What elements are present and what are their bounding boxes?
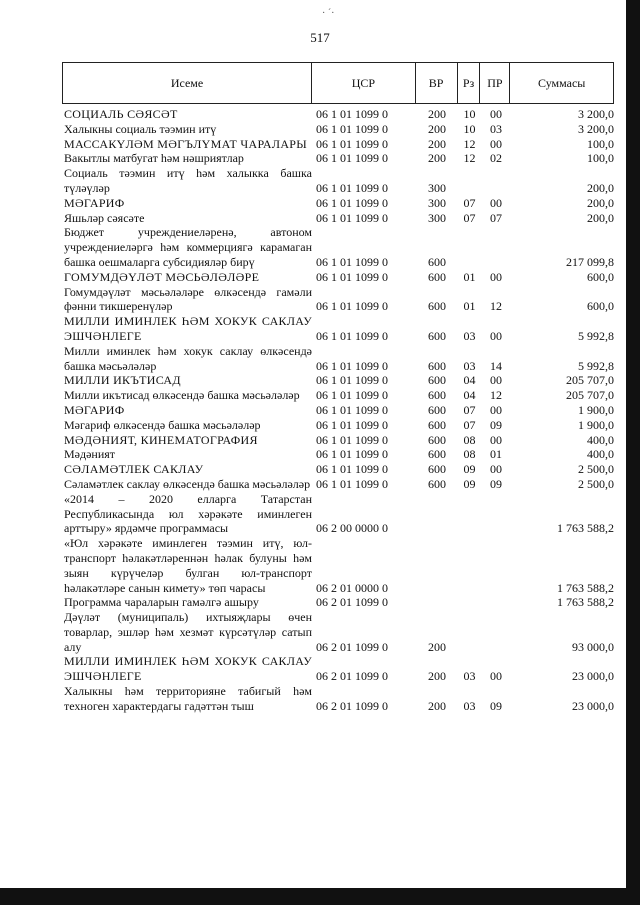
cell-sum: 1 763 588,2 (557, 595, 614, 610)
cell-vr: 600 (428, 402, 446, 417)
table-row (62, 373, 614, 388)
cell-vr: 200 (428, 136, 446, 151)
cell-sum: 200,0 (587, 180, 614, 195)
cell-name: Программа чараларын гамәлгә ашыру (64, 595, 259, 610)
cell-pr: 09 (490, 698, 502, 713)
table-row (62, 403, 614, 418)
cell-pr: 03 (490, 121, 502, 136)
cell-csr: 06 1 01 1099 0 (316, 373, 388, 388)
cell-csr: 06 1 01 1099 0 (316, 180, 388, 195)
cell-csr: 06 1 01 1099 0 (316, 136, 388, 151)
table-row (62, 225, 614, 269)
cell-csr: 06 1 01 1099 0 (316, 107, 388, 121)
cell-sum: 1 763 588,2 (557, 580, 614, 595)
header-sum: Суммасы (538, 75, 586, 90)
cell-vr: 600 (428, 328, 446, 343)
table-header (62, 62, 614, 104)
table-row (62, 447, 614, 462)
cell-sum: 2 500,0 (578, 462, 614, 477)
cell-pr: 00 (490, 195, 502, 210)
cell-vr: 300 (428, 210, 446, 225)
table-row (62, 388, 614, 403)
cell-sum: 200,0 (587, 210, 614, 225)
page-number: 517 (310, 30, 330, 45)
cell-sum: 600,0 (587, 299, 614, 314)
cell-vr: 600 (428, 299, 446, 314)
cell-csr: 06 1 01 1099 0 (316, 432, 388, 447)
cell-sum: 205 707,0 (566, 373, 614, 388)
cell-sum: 5 992,8 (578, 358, 614, 373)
cell-pr: 00 (490, 402, 502, 417)
cell-sum: 1 763 588,2 (557, 521, 614, 536)
cell-rz: 09 (463, 462, 476, 477)
cell-pr: 00 (490, 107, 502, 121)
cell-name: Дәүләт (муниципаль) ихтыяҗлары өчен товарлар, эшләр һәм хезмәт күрсәтүләр сатып алу (64, 610, 312, 654)
cell-name: Гомумдәүләт мәсьәләләре өлкәсендә гамәли фәнни тикшеренүләр (64, 284, 312, 314)
cell-vr: 600 (428, 462, 446, 477)
cell-pr: 00 (490, 669, 502, 684)
cell-csr: 06 2 01 1099 0 (316, 639, 388, 654)
cell-vr: 300 (428, 195, 446, 210)
cell-name: Социаль тәэмин итү һәм халыкка башка түләүләр (64, 166, 312, 195)
cell-sum: 23 000,0 (572, 698, 614, 713)
table-row (62, 433, 614, 448)
table-row (62, 122, 614, 137)
cell-sum: 1 900,0 (578, 417, 614, 432)
cell-rz: 03 (463, 698, 476, 713)
cell-csr: 06 1 01 1099 0 (316, 210, 388, 225)
cell-csr: 06 1 01 1099 0 (316, 195, 388, 210)
cell-sum: 23 000,0 (572, 669, 614, 684)
cell-csr: 06 1 01 1099 0 (316, 121, 388, 136)
cell-name: Вакытлы матбугат һәм нәшриятлар (64, 151, 244, 166)
cell-pr: 07 (490, 210, 502, 225)
cell-name: Милли иминлек һәм хокук саклау өлкәсендә башка мәсьәләләр (64, 343, 312, 373)
cell-csr: 06 1 01 1099 0 (316, 476, 388, 491)
cell-name: Мәгариф өлкәсендә башка мәсьәләләр (64, 417, 261, 432)
cell-rz: 09 (463, 476, 476, 491)
cell-csr: 06 2 01 0000 0 (316, 580, 388, 595)
cell-csr: 06 1 01 1099 0 (316, 417, 388, 432)
cell-name: «Юл хәрәкәте иминлеген тәэмин итү, юл-транспорт һәлакәтләреннән һәлак булуны һәм зыян күрүчеләр булган юл-транспорт һәлакәтләре санын кимету» төп чарасы (64, 536, 312, 595)
cell-csr: 06 1 01 1099 0 (316, 402, 388, 417)
cell-vr: 600 (428, 476, 446, 491)
cell-csr: 06 2 00 0000 0 (316, 521, 388, 536)
scan-border-bottom (0, 888, 640, 905)
cell-rz: 01 (463, 269, 476, 284)
cell-vr: 600 (428, 269, 446, 284)
table-body (62, 107, 614, 714)
cell-rz: 10 (463, 121, 476, 136)
cell-sum: 217 099,8 (566, 254, 614, 269)
cell-vr: 200 (428, 121, 446, 136)
header-csr: ЦСР (312, 63, 416, 103)
cell-sum: 1 900,0 (578, 402, 614, 417)
cell-pr: 00 (490, 373, 502, 388)
table-row (62, 654, 614, 684)
table-row (62, 314, 614, 344)
scan-artifact: · ˊ· (322, 8, 335, 19)
table-row (62, 344, 614, 374)
cell-name: МИЛЛИ ИМИНЛЕК ҺӘМ ХОКУК САКЛАУ ЭШЧӘНЛЕГЕ (64, 654, 312, 684)
cell-pr: 12 (490, 388, 502, 403)
header-name: Исеме (63, 63, 312, 103)
cell-sum: 100,0 (587, 136, 614, 151)
cell-pr: 00 (490, 462, 502, 477)
cell-name: «2014 – 2020 елларга Татарстан Республикасында юл хәрәкәте иминлеген арттыру» ярдәмче программасы (64, 491, 312, 536)
cell-rz: 04 (463, 373, 476, 388)
cell-sum: 400,0 (587, 432, 614, 447)
cell-sum: 200,0 (587, 195, 614, 210)
cell-sum: 3 200,0 (578, 107, 614, 121)
table-row (62, 151, 614, 166)
cell-rz: 07 (463, 402, 476, 417)
cell-vr: 600 (428, 432, 446, 447)
cell-pr: 09 (490, 417, 502, 432)
cell-name: Сәламәтлек саклау өлкәсендә башка мәсьәләләр (64, 476, 311, 491)
cell-pr: 12 (490, 299, 502, 314)
scan-border-right (626, 0, 640, 905)
cell-pr: 00 (490, 432, 502, 447)
cell-sum: 93 000,0 (572, 639, 614, 654)
table-row (62, 462, 614, 477)
table-row (62, 477, 614, 492)
cell-csr: 06 1 01 1099 0 (316, 269, 388, 284)
cell-rz: 03 (463, 669, 476, 684)
cell-rz: 10 (463, 107, 476, 121)
cell-vr: 200 (428, 669, 446, 684)
cell-csr: 06 1 01 1099 0 (316, 328, 388, 343)
cell-csr: 06 1 01 1099 0 (316, 447, 388, 462)
cell-vr: 600 (428, 417, 446, 432)
cell-csr: 06 1 01 1099 0 (316, 462, 388, 477)
cell-rz: 07 (463, 417, 476, 432)
cell-rz: 07 (463, 210, 476, 225)
header-vr: ВР (416, 63, 458, 103)
table-row (62, 536, 614, 595)
cell-csr: 06 1 01 1099 0 (316, 299, 388, 314)
cell-name: СОЦИАЛЬ СӘЯСӘТ (64, 107, 178, 121)
cell-vr: 200 (428, 698, 446, 713)
cell-rz: 08 (463, 432, 476, 447)
cell-rz: 03 (463, 358, 476, 373)
header-rz: Рз (458, 63, 481, 103)
cell-csr: 06 1 01 1099 0 (316, 388, 388, 403)
cell-csr: 06 2 01 1099 0 (316, 669, 388, 684)
cell-rz: 08 (463, 447, 476, 462)
table-row (62, 211, 614, 226)
table-row (62, 270, 614, 285)
cell-pr: 01 (490, 447, 502, 462)
cell-pr: 00 (490, 136, 502, 151)
cell-name: СӘЛАМӘТЛЕК САКЛАУ (64, 462, 204, 477)
cell-vr: 200 (428, 151, 446, 166)
table-row (62, 137, 614, 152)
cell-rz: 04 (463, 388, 476, 403)
cell-vr: 600 (428, 447, 446, 462)
cell-csr: 06 1 01 1099 0 (316, 151, 388, 166)
cell-name: Мәдәният (64, 447, 116, 462)
table-row (62, 492, 614, 536)
table-row (62, 285, 614, 315)
cell-name: МӘГАРИФ (64, 402, 125, 417)
cell-name: МИЛЛИ ИКЪТИСАД (64, 373, 181, 388)
cell-name: МАССАКҮЛӘМ МӘГЪЛҮМАТ ЧАРАЛАРЫ (64, 136, 308, 151)
table-row (62, 107, 614, 122)
cell-pr: 02 (490, 151, 502, 166)
cell-name: Милли икътисад өлкәсендә башка мәсьәләләр (64, 388, 300, 403)
cell-sum: 100,0 (587, 151, 614, 166)
table-row (62, 595, 614, 610)
cell-sum: 5 992,8 (578, 328, 614, 343)
cell-rz: 12 (463, 136, 476, 151)
cell-csr: 06 1 01 1099 0 (316, 358, 388, 373)
cell-name: ГОМУМДӘҮЛӘТ МӘСЬӘЛӘЛӘРЕ (64, 269, 260, 284)
cell-name: Халыкны социаль тәэмин итү (64, 121, 217, 136)
cell-sum: 3 200,0 (578, 121, 614, 136)
cell-vr: 600 (428, 358, 446, 373)
cell-csr: 06 1 01 1099 0 (316, 254, 388, 269)
cell-pr: 00 (490, 269, 502, 284)
cell-sum: 600,0 (587, 269, 614, 284)
cell-name: МӘДӘНИЯТ, КИНЕМАТОГРАФИЯ (64, 432, 258, 447)
cell-name: МӘГАРИФ (64, 195, 125, 210)
cell-pr: 00 (490, 328, 502, 343)
cell-vr: 600 (428, 254, 446, 269)
table-row (62, 166, 614, 196)
cell-pr: 14 (490, 358, 502, 373)
cell-csr: 06 2 01 1099 0 (316, 595, 388, 610)
cell-sum: 2 500,0 (578, 476, 614, 491)
cell-rz: 01 (463, 299, 476, 314)
cell-name: Яшьләр сәясәте (64, 210, 145, 225)
table-row (62, 684, 614, 714)
cell-rz: 07 (463, 195, 476, 210)
cell-name: Халыкны һәм территорияне табигый һәм техноген характердагы гадәттән тыш (64, 684, 312, 713)
cell-sum: 400,0 (587, 447, 614, 462)
cell-name: МИЛЛИ ИМИНЛЕК ҺӘМ ХОКУК САКЛАУ ЭШЧӘНЛЕГЕ (64, 314, 312, 343)
cell-rz: 12 (463, 151, 476, 166)
cell-vr: 600 (428, 373, 446, 388)
table-row (62, 196, 614, 211)
table-row (62, 418, 614, 433)
cell-pr: 09 (490, 476, 502, 491)
cell-rz: 03 (463, 328, 476, 343)
cell-vr: 300 (428, 180, 446, 195)
cell-sum: 205 707,0 (566, 388, 614, 403)
cell-name: Бюджет учреждениеләренә, автоном учреждениеләргә һәм коммерциягә карамаган башка оешмаларга субсидияләр бирү (64, 225, 312, 269)
table-row (62, 610, 614, 654)
header-pr: ПР (480, 63, 510, 103)
cell-vr: 200 (428, 639, 446, 654)
cell-vr: 600 (428, 388, 446, 403)
cell-csr: 06 2 01 1099 0 (316, 698, 388, 713)
cell-vr: 200 (428, 107, 446, 121)
